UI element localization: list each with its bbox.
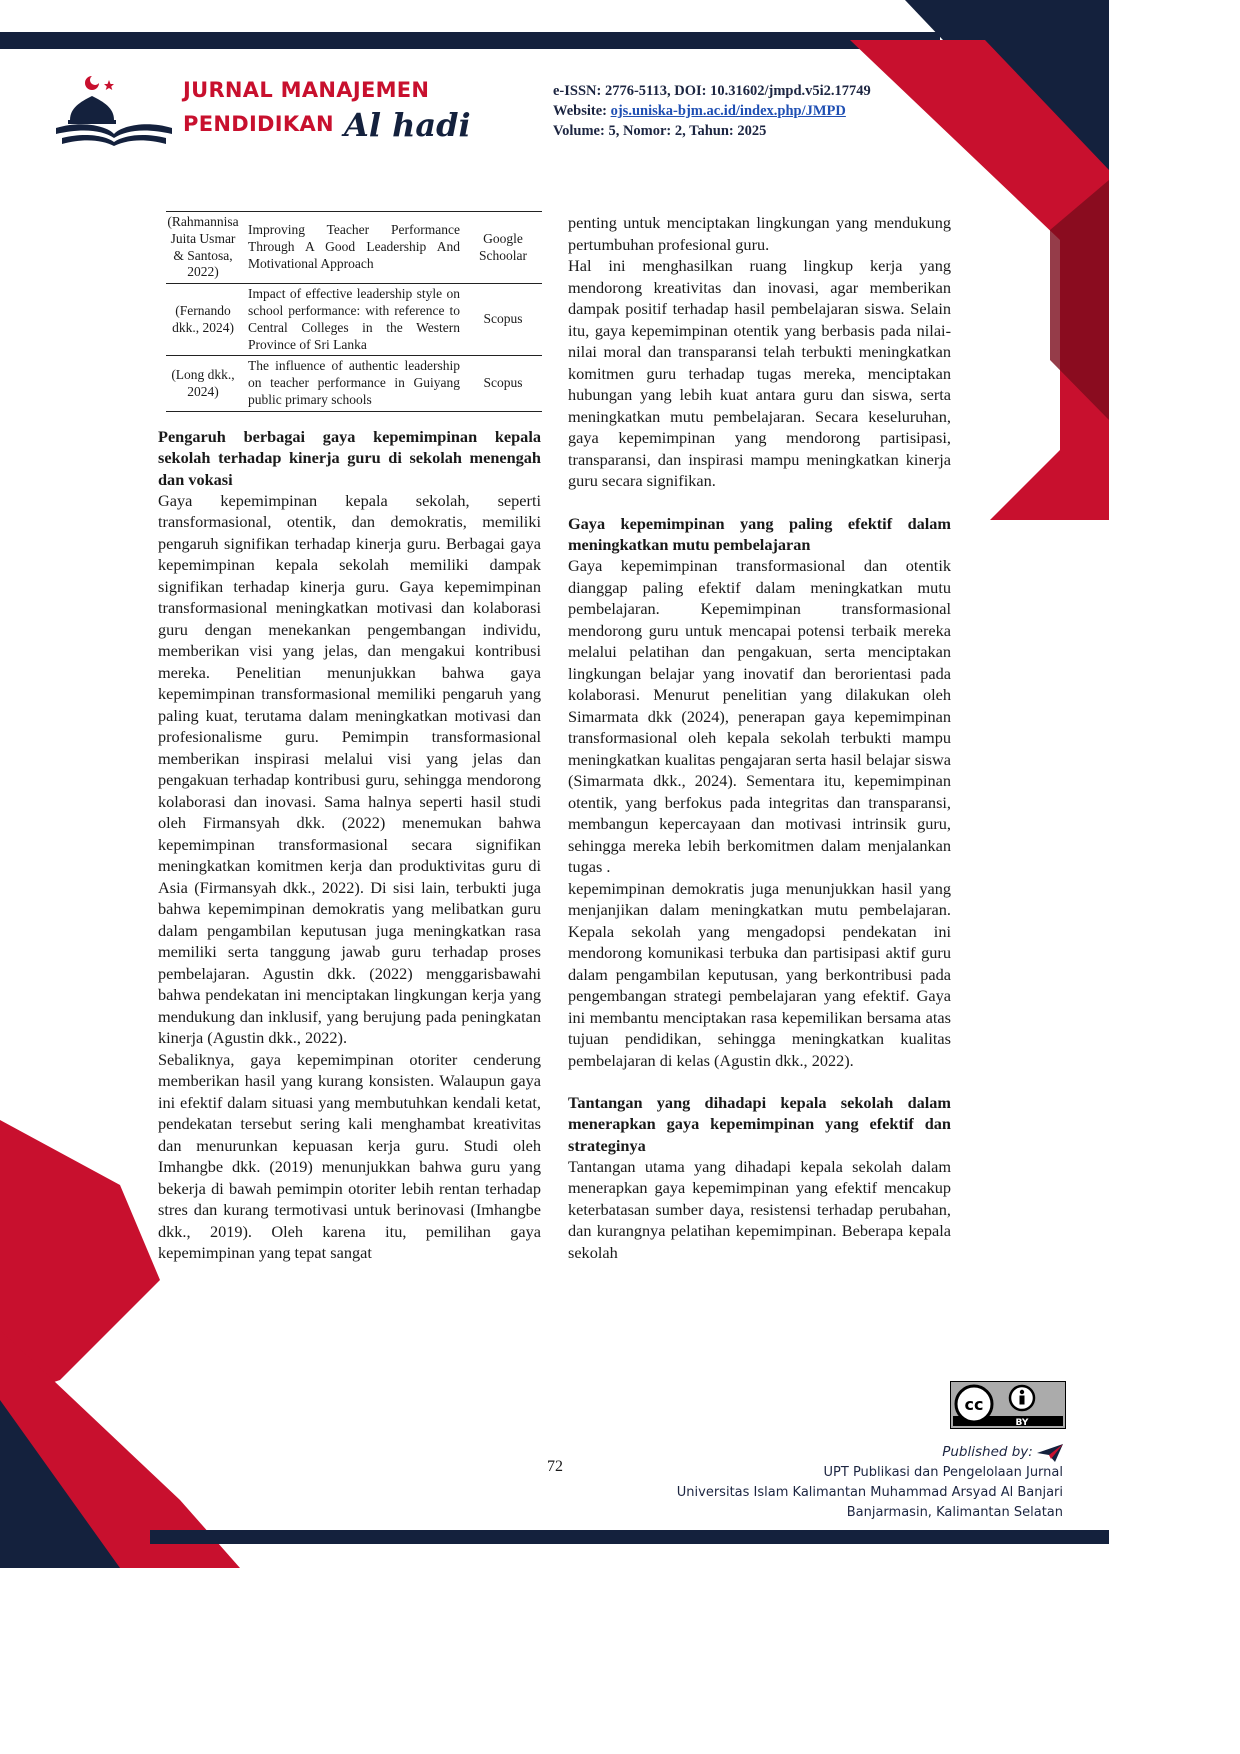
paragraph: Hal ini menghasilkan ruang lingkup kerja yang mendorong kreativitas dan inovasi, agar memberikan dampak positif terhadap hasil pembelajaran siswa. Selain itu, gaya kepemimpinan otentik yang berbasis pada nilai-nilai moral dan transparansi telah terbukti meningkatkan komitmen guru terhadap tugas mereka, menciptakan hubungan yang lebih kuat antara guru dan siswa, serta meningkatkan mutu pembelajaran. Secara keseluruhan, gaya kepemimpinan yang mendorong partisipasi, transparansi, dan inspirasi mampu meningkatkan kinerja guru secara signifikan. bbox=[568, 256, 951, 490]
journal-name-script: Al hadi bbox=[344, 106, 471, 144]
table-cell-source: Scopus bbox=[483, 375, 523, 391]
left-column bbox=[158, 426, 541, 1264]
table-row bbox=[166, 284, 542, 356]
section-heading: Pengaruh berbagai gaya kepemimpinan kepala sekolah terhadap kinerja guru di sekolah menengah dan vokasi bbox=[158, 427, 541, 489]
journal-meta bbox=[553, 81, 871, 141]
cc-label: BY bbox=[1015, 1418, 1029, 1428]
spacer bbox=[568, 492, 951, 513]
journal-name-line1: JURNAL MANAJEMEN bbox=[183, 78, 430, 102]
journal-name-line2: PENDIDIKAN bbox=[183, 112, 334, 136]
paragraph: Gaya kepemimpinan transformasional dan otentik dianggap paling efektif dalam meningkatkan mutu pembelajaran. Kepemimpinan transformasional mendorong guru untuk mencapai potensi terbaik mereka melalui pelatihan dan pengakuan, serta menciptakan lingkungan belajar yang inovatif dan berorientasi pada kolaborasi. Menurut penelitian yang dilakukan oleh Simarmata dkk (2024), penerapan gaya kepemimpinan transformasional oleh kepala sekolah terbukti mampu meningkatkan kualitas pengajaran serta hasil belajar siswa (Simarmata dkk., 2024). Sementara itu, kepemimpinan otentik, yang berfokus pada integritas dan transparansi, membangun kepercayaan dan motivasi intrinsik guru, sehingga mereka lebih berkomitmen dalam menjalankan tugas . bbox=[568, 556, 951, 877]
published-by-label: Published by: bbox=[942, 1444, 1033, 1460]
paragraph: penting untuk menciptakan lingkungan yang mendukung pertumbuhan profesional guru. bbox=[568, 213, 951, 254]
table-cell-title: Improving Teacher Performance Through A Good Leadership And Motivational Approach bbox=[248, 222, 460, 271]
table-row bbox=[166, 356, 542, 411]
page-number: 72 bbox=[547, 1458, 563, 1475]
issn-doi: e-ISSN: 2776-5113, DOI: 10.31602/jmpd.v5i2.17749 bbox=[553, 83, 871, 99]
table-cell-source: Scopus bbox=[483, 311, 523, 327]
website-line bbox=[553, 101, 871, 121]
paragraph: Tantangan utama yang dihadapi kepala sekolah dalam menerapkan gaya kepemimpinan yang efektif mencakup keterbatasan sumber daya, resistensi terhadap perubahan, dan kurangnya pelatihan kepemimpinan. Beberapa kepala sekolah bbox=[568, 1156, 951, 1262]
section-heading: Gaya kepemimpinan yang paling efektif dalam meningkatkan mutu pembelajaran bbox=[568, 513, 951, 554]
cc-by-license-icon bbox=[950, 1381, 1066, 1429]
table-cell-author: (Long dkk., 2024) bbox=[171, 366, 235, 399]
publisher-line1: UPT Publikasi dan Pengelolaan Jurnal bbox=[823, 1465, 1063, 1480]
right-column bbox=[568, 212, 951, 1263]
publisher-line3: Banjarmasin, Kalimantan Selatan bbox=[846, 1505, 1063, 1520]
website-link[interactable]: ojs.uniska-bjm.ac.id/index.php/JMPD bbox=[610, 103, 846, 119]
section-heading: Tantangan yang dihadapi kepala sekolah dalam menerapkan gaya kepemimpinan yang efektif dan strateginya bbox=[568, 1093, 951, 1155]
table-cell-author: (Rahmannisa Juita Usmar & Santosa, 2022) bbox=[167, 214, 239, 280]
table-cell-author: (Fernando dkk., 2024) bbox=[172, 302, 234, 335]
table-cell-title: The influence of authentic leadership on teacher performance in Guiyang public primary schools bbox=[248, 358, 460, 407]
published-by-line bbox=[677, 1442, 1063, 1463]
paragraph: Sebaliknya, gaya kepemimpinan otoriter cenderung memberikan hasil yang kurang konsisten. Walaupun gaya ini efektif dalam situasi yang membutuhkan kendali ketat, pendekatan tersebut sering kali menghambat kreativitas dan menurunkan kepuasan kerja guru. Studi oleh Imhangbe dkk. (2019) menunjukkan bahwa guru yang bekerja di bawah pemimpin otoriter lebih rentan terhadap stres dan kurang termotivasi untuk berinovasi (Imhangbe dkk., 2019). Oleh karena itu, pemilihan gaya kepemimpinan yang tepat sangat bbox=[158, 1049, 541, 1263]
table-cell-title: Impact of effective leadership style on school performance: with reference to Central Colleges in the Western Province of Sri Lanka bbox=[248, 286, 460, 352]
paragraph: Gaya kepemimpinan kepala sekolah, seperti transformasional, otentik, dan demokratis, memiliki pengaruh signifikan terhadap kinerja guru. Berbagai gaya kepemimpinan kepala sekolah memiliki dampak signifikan terhadap kinerja guru. Gaya kepemimpinan transformasional meningkatkan motivasi dan kolaborasi guru dengan menekankan pengembangan individu, memberikan visi yang jelas, dan mengakui kontribusi mereka. Penelitian menunjukkan bahwa gaya kepemimpinan transformasional memiliki pengaruh yang paling kuat, terutama dalam meningkatkan motivasi dan profesionalisme guru. Pemimpin transformasional memberikan inspirasi melalui visi yang jelas dan pengakuan terhadap kontribusi guru, sehingga mendorong kolaborasi dan inovasi. Sama halnya seperti hasil studi oleh Firmansyah dkk. (2022) menemukan bahwa kepemimpinan transformasional secara signifikan meningkatkan komitmen kerja dan produktivitas guru di Asia (Firmansyah dkk., 2022). Di sisi lain, terbukti juga bahwa kepemimpinan demokratis yang melibatkan guru dalam pengambilan keputusan juga meningkatkan rasa memiliki serta tanggung jawab guru terhadap proses pembelajaran. Agustin dkk. (2022) menggarisbawahi bahwa pendekatan ini menciptakan lingkungan kerja yang mendukung dan inklusif, yang berujung pada peningkatan kinerja (Agustin dkk., 2022). bbox=[158, 490, 541, 1048]
publisher-block bbox=[677, 1442, 1063, 1523]
volume-line: Volume: 5, Nomor: 2, Tahun: 2025 bbox=[553, 123, 767, 139]
reference-table bbox=[166, 211, 542, 412]
table-row bbox=[166, 212, 542, 284]
svg-text:cc: cc bbox=[964, 1395, 984, 1414]
table-cell-source: Google Schoolar bbox=[479, 230, 527, 263]
paper-plane-icon bbox=[1037, 1444, 1063, 1462]
publisher-line2: Universitas Islam Kalimantan Muhammad Arsyad Al Banjari bbox=[676, 1485, 1063, 1500]
paragraph: kepemimpinan demokratis juga menunjukkan hasil yang menjanjikan dalam meningkatkan mutu pembelajaran. Kepala sekolah yang mengadopsi pendekatan ini mendorong komunikasi terbuka dan partisipasi aktif guru dalam pengambilan keputusan, yang berkontribusi pada pengembangan strategi pembelajaran yang efektif. Gaya ini membantu menciptakan rasa kepemilikan bersama atas tujuan pendidikan, sehingga meningkatkan kualitas pembelajaran di kelas (Agustin dkk., 2022). bbox=[568, 878, 951, 1070]
bottom-navy-band bbox=[150, 1530, 1109, 1544]
website-label: Website: bbox=[553, 103, 611, 119]
top-navy-band bbox=[0, 32, 940, 49]
spacer bbox=[568, 1071, 951, 1092]
